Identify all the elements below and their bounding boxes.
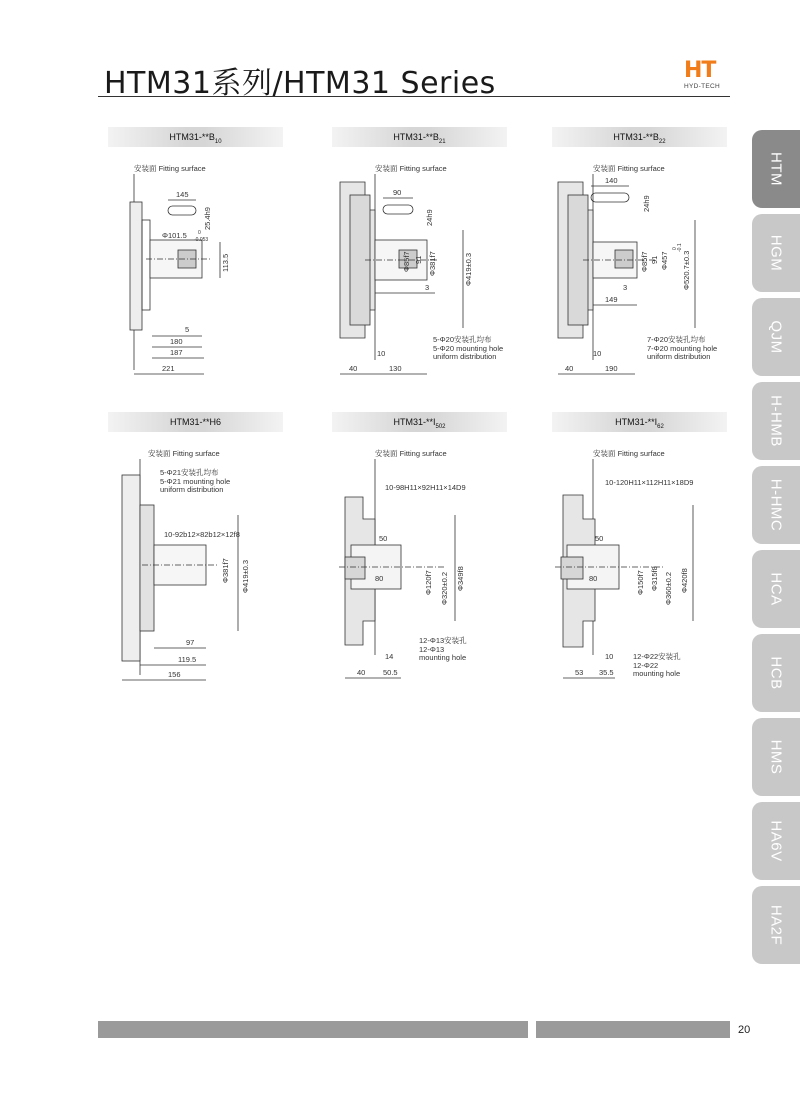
panel-label-i62: [552, 412, 727, 432]
tab-h-hmc[interactable]: [752, 466, 800, 544]
panel-label-text: HTM31-**B: [393, 132, 439, 142]
dim-d150: Φ150f7: [636, 570, 645, 595]
dim-side: 113.5: [221, 253, 230, 272]
fitting-label: 安装面 Fitting surface: [593, 449, 665, 458]
note-holes-en1: 5-Φ20 mounting hole: [433, 344, 504, 353]
note-holes-cn: 7-Φ20安装孔均布: [647, 335, 706, 344]
dim-d457-tol-bot: -0.1: [677, 243, 683, 252]
dim-3: 3: [425, 283, 430, 292]
tab-label: HCA: [767, 572, 785, 606]
dim-10: 10: [593, 349, 602, 358]
tab-qjm[interactable]: [752, 298, 800, 376]
dim-187: 187: [170, 348, 183, 357]
fitting-label: 安装面 Fitting surface: [593, 164, 665, 173]
tab-hgm[interactable]: [752, 214, 800, 292]
panel-label-text: HTM31-**B: [613, 132, 659, 142]
dim-40: 40: [565, 364, 574, 373]
dim-d85: Φ85f7: [640, 251, 649, 272]
tab-htm[interactable]: [752, 130, 800, 208]
dim-50: 50: [379, 534, 388, 543]
dim-50-5: 50.5: [383, 668, 398, 677]
dim-d381: Φ381f7: [221, 558, 230, 583]
tab-label: HA6V: [767, 820, 785, 862]
tab-ha2f[interactable]: [752, 886, 800, 964]
dim-190: 190: [605, 364, 618, 373]
dim-10: 10: [605, 652, 614, 661]
dim-d457-tol-top: 0: [672, 247, 678, 250]
fitting-label: 安装面 Fitting surface: [134, 164, 206, 173]
dim-key-length: 140: [605, 176, 618, 185]
dim-d120: Φ120f7: [424, 570, 433, 595]
dim-97: 97: [186, 638, 195, 647]
dim-130: 130: [389, 364, 402, 373]
panel-label-text: HTM31-**I: [615, 417, 658, 427]
panel-label-b22: [552, 127, 727, 147]
note-holes-cn: 12-Φ22安装孔: [633, 652, 681, 661]
dim-221: 221: [162, 364, 175, 373]
dim-14: 14: [385, 652, 394, 661]
note-holes-en2: uniform distribution: [647, 352, 711, 361]
tab-label: HTM: [767, 152, 785, 186]
tab-hca[interactable]: [752, 550, 800, 628]
tab-hcb[interactable]: [752, 634, 800, 712]
panel-label-sub: 22: [658, 138, 666, 145]
note-holes-en1: 12-Φ13: [419, 645, 445, 654]
dim-10: 10: [377, 349, 386, 358]
dim-3: 3: [623, 283, 628, 292]
dim-d419: Φ419±0.3: [241, 559, 250, 593]
panel-label-h6: [108, 412, 283, 432]
fitting-label: 安装面 Fitting surface: [375, 164, 447, 173]
dim-d419: Φ419±0.3: [464, 252, 473, 286]
dim-180: 180: [170, 337, 183, 346]
tab-label: H-HMB: [767, 395, 785, 447]
dim-119: 119.5: [178, 655, 197, 664]
dim-149: 149: [605, 295, 618, 304]
panel-label-b10: [108, 127, 283, 147]
fitting-label: 安装面 Fitting surface: [148, 449, 220, 458]
logo-mark: HT: [684, 58, 716, 83]
note-holes-en1: 12-Φ22: [633, 661, 659, 670]
dim-35-5: 35.5: [599, 668, 614, 677]
footer-bar-left: [98, 1021, 528, 1038]
note-holes-en2: mounting hole: [419, 653, 467, 662]
tab-hms[interactable]: [752, 718, 800, 796]
panel-label-sub: 502: [435, 423, 446, 430]
dim-d360: Φ360±0.2: [664, 571, 673, 605]
note-holes-en1: 7-Φ20 mounting hole: [647, 344, 718, 353]
tab-label: QJM: [767, 320, 785, 354]
note-holes-en2: uniform distribution: [160, 485, 224, 494]
dim-80: 80: [589, 574, 598, 583]
logo-subtitle: HYD-TECH: [684, 83, 720, 90]
note-holes-cn: 12-Φ13安装孔: [419, 636, 467, 645]
dim-key-height: 25.4h9: [203, 207, 212, 230]
dim-key-height: 24h9: [425, 209, 434, 226]
drawing-b21: [335, 160, 525, 385]
dim-spline: 10-98H11×92H11×14D9: [385, 483, 466, 492]
note-holes-en2: mounting hole: [633, 669, 681, 678]
dim-156: 156: [168, 670, 181, 679]
panel-label-b21: [332, 127, 507, 147]
note-holes-en1: 5-Φ21 mounting hole: [160, 477, 231, 486]
dim-spline: 10-92b12×82b12×12f8: [164, 530, 240, 539]
drawing-b22: [553, 160, 743, 385]
dim-40: 40: [357, 668, 366, 677]
drawing-i62: [553, 445, 743, 690]
tab-ha6v[interactable]: [752, 802, 800, 880]
page-title: HTM31系列/HTM31 Series: [104, 66, 496, 101]
tab-label: HMS: [767, 739, 785, 775]
tab-h-hmb[interactable]: [752, 382, 800, 460]
dim-50: 50: [595, 534, 604, 543]
panel-label-text: HTM31-**I: [393, 417, 436, 427]
dim-5: 5: [185, 325, 190, 334]
brand-logo: [684, 60, 744, 90]
drawing-i502: [335, 445, 525, 690]
dim-shaft-tol-bot: -0.053: [194, 237, 209, 243]
dim-spline: 10-120H11×112H11×18D9: [605, 478, 694, 487]
dim-80: 80: [375, 574, 384, 583]
tab-label: HCB: [767, 656, 785, 690]
page-number: 20: [738, 1024, 751, 1036]
note-holes-cn: 5-Φ20安装孔均布: [433, 335, 492, 344]
dim-d349: Φ349f8: [456, 566, 465, 591]
note-holes-cn: 5-Φ21安装孔均布: [160, 468, 219, 477]
dim-d85: Φ85f7: [402, 251, 411, 272]
dim-d457: Φ457: [660, 251, 669, 270]
panel-label-sub: 62: [657, 423, 664, 430]
dim-d520: Φ520.7±0.3: [682, 250, 691, 290]
dim-d91: 91: [650, 255, 659, 264]
dim-shaft-dia: Φ101.5: [162, 231, 187, 240]
dim-d91: 91: [414, 255, 423, 264]
dim-d315: Φ315f8: [650, 566, 659, 591]
dim-key-length: 90: [393, 188, 402, 197]
dim-shaft-tol-top: 0: [198, 230, 201, 236]
dim-key-length: 145: [176, 190, 189, 199]
panel-label-text: HTM31-**H6: [169, 417, 221, 427]
fitting-label: 安装面 Fitting surface: [375, 449, 447, 458]
tab-label: HA2F: [767, 904, 785, 946]
note-holes-en2: uniform distribution: [433, 352, 497, 361]
dim-d381: Φ381f7: [428, 251, 437, 276]
panel-label-sub: 10: [214, 138, 222, 145]
dim-40: 40: [349, 364, 358, 373]
tab-label: HGM: [767, 234, 785, 272]
drawing-h6: [108, 445, 298, 690]
title-divider: [98, 96, 730, 97]
footer-bar-right: [536, 1021, 730, 1038]
panel-label-i502: [332, 412, 507, 432]
dim-d320: Φ320±0.2: [440, 571, 449, 605]
drawing-b10: [108, 160, 298, 385]
dim-53: 53: [575, 668, 584, 677]
dim-key-height: 24h9: [642, 195, 651, 212]
panel-label-sub: 21: [438, 138, 446, 145]
panel-label-text: HTM31-**B: [169, 132, 215, 142]
dim-d420: Φ420f8: [680, 568, 689, 593]
tab-label: H-HMC: [767, 478, 785, 532]
